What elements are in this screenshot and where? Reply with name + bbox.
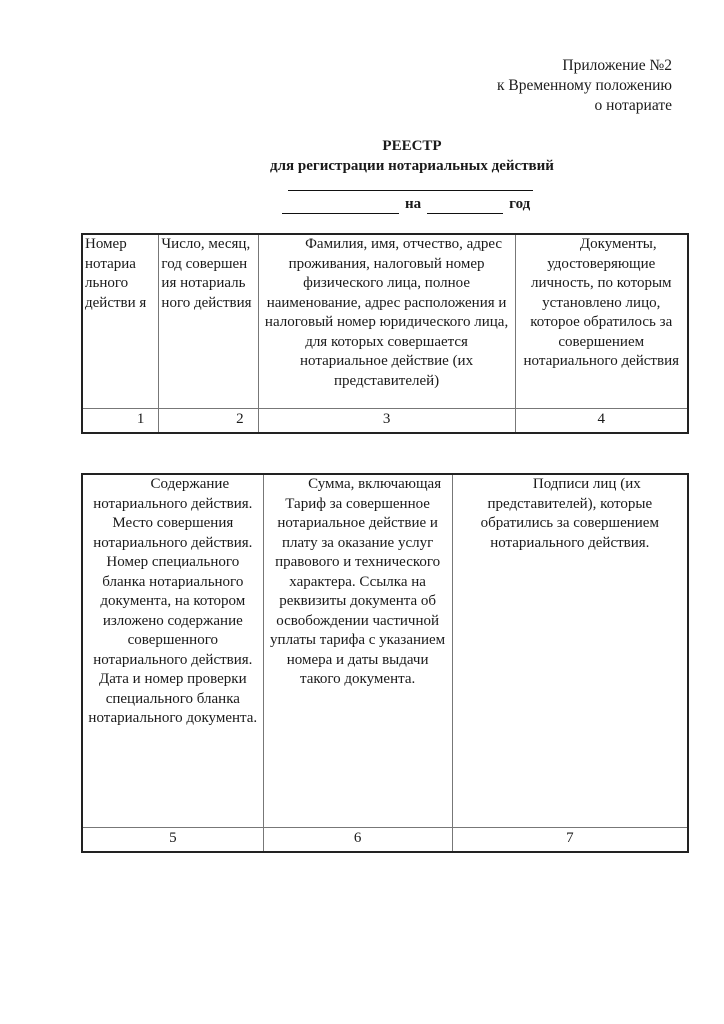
column-number: 3 <box>258 409 515 433</box>
table1-header-cell: Число, месяц, год совершен ия нотариаль ного действия <box>159 234 258 409</box>
blank-line-period <box>282 199 399 214</box>
year-line <box>282 194 536 214</box>
table1-header-cell: Номер нотариа льного действи я <box>82 234 159 409</box>
registry-table-1 <box>81 233 689 434</box>
table1-header-cell: Документы, удостоверяющие личность, по которым установлено лицо, которое обратилось за совершением нотариального действия <box>515 234 688 409</box>
blank-line-year <box>427 199 503 214</box>
document-subtitle: для регистрации нотариальных действий <box>270 158 554 174</box>
appendix-line-1: Приложение №2 <box>562 57 672 74</box>
table1-header-cell: Фамилия, имя, отчество, адрес проживания, налоговый номер физического лица, полное наименование, адрес расположения и налоговый номер юридического лица, для которых совершается нотариальное действие (их представителей) <box>258 234 515 409</box>
appendix-line-3: о нотариате <box>594 97 672 114</box>
table1-header-row <box>82 234 688 409</box>
on-word: на <box>405 196 422 212</box>
column-number: 1 <box>82 409 159 433</box>
table2-number-row <box>82 828 688 852</box>
table2-header-cell: Содержание нотариального действия. Место совершения нотариального действия. Номер специального бланка нотариального документа, на котором изложено содержание совершенного нотариального действия. Дата и номер проверки специального бланка нотариального документа. <box>82 474 263 828</box>
appendix-line-2: к Временному положению <box>496 77 672 94</box>
column-number: 7 <box>452 828 688 852</box>
year-word: год <box>509 196 531 212</box>
table2-header-row <box>82 474 688 828</box>
column-number: 5 <box>82 828 263 852</box>
column-number: 2 <box>159 409 258 433</box>
table1-number-row <box>82 409 688 433</box>
blank-line-notary <box>288 190 533 191</box>
document-title: РЕЕСТР <box>382 138 442 154</box>
table2-header-cell: Подписи лиц (их представителей), которые обратились за совершением нотариального действия. <box>452 474 688 828</box>
registry-table-2 <box>81 473 689 853</box>
column-number: 6 <box>263 828 452 852</box>
appendix-note <box>497 56 672 116</box>
table2-header-cell: Сумма, включающая Тариф за совершенное нотариальное действие и плату за оказание услуг правового и технического характера. Ссылка на реквизиты документа об освобождении частичной уплаты тарифа с указанием номера и даты выдачи такого документа. <box>263 474 452 828</box>
column-number: 4 <box>515 409 688 433</box>
